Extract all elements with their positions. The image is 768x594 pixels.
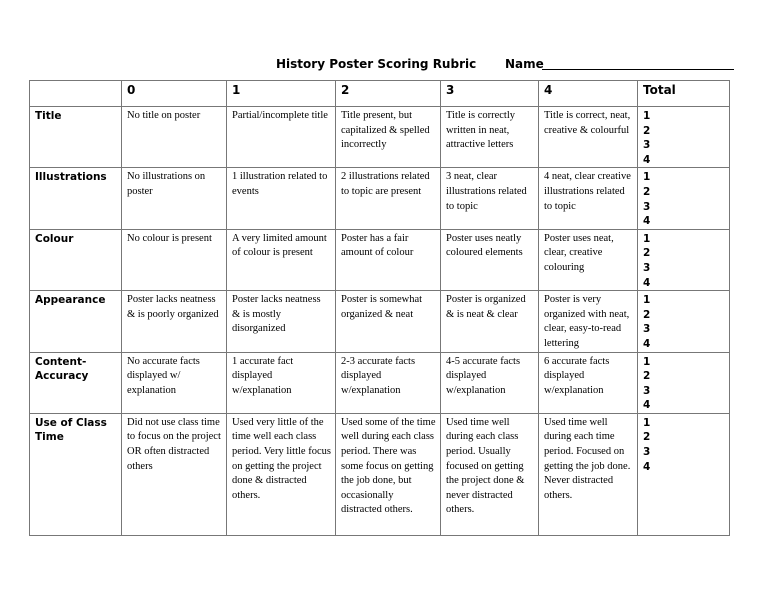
- score-option: 3: [643, 384, 651, 397]
- score-option: 3: [643, 139, 651, 152]
- score-option: 4: [643, 153, 651, 166]
- score-option: 2: [643, 247, 651, 260]
- table-cell: 6 accurate facts displayed w/explanation: [539, 352, 638, 413]
- column-header-blank: [30, 81, 122, 107]
- row-category: Content-Accuracy: [30, 352, 122, 413]
- score-option: 4: [643, 399, 651, 412]
- score-options: [638, 229, 730, 290]
- row-category: Use of Class Time: [30, 413, 122, 535]
- rubric-table: [29, 80, 730, 536]
- table-cell: Partial/incomplete title: [227, 107, 336, 168]
- score-option: 1: [643, 232, 651, 245]
- table-cell: 1 illustration related to events: [227, 168, 336, 229]
- row-category: Colour: [30, 229, 122, 290]
- score-option: 4: [643, 460, 651, 473]
- score-option: 1: [643, 294, 651, 307]
- score-option: 2: [643, 308, 651, 321]
- score-option: 2: [643, 124, 651, 137]
- score-option: 3: [643, 323, 651, 336]
- score-option: 3: [643, 261, 651, 274]
- table-cell: Did not use class time to focus on the project OR often distracted others: [122, 413, 227, 535]
- score-option: 3: [643, 446, 651, 459]
- row-category: Title: [30, 107, 122, 168]
- page-header: [0, 57, 768, 75]
- table-row: [30, 107, 730, 168]
- table-cell: 2 illustrations related to topic are present: [336, 168, 441, 229]
- score-option: 1: [643, 416, 651, 429]
- table-cell: 2-3 accurate facts displayed w/explanation: [336, 352, 441, 413]
- score-option: 2: [643, 185, 651, 198]
- table-cell: Used some of the time well during each class period. There was some focus on getting the job done, but occasionally distracted others.: [336, 413, 441, 535]
- column-header-4: 4: [539, 81, 638, 107]
- header-row: [30, 81, 730, 107]
- score-option: 4: [643, 337, 651, 350]
- table-cell: A very limited amount of colour is present: [227, 229, 336, 290]
- table-cell: Title is correctly written in neat, attractive letters: [441, 107, 539, 168]
- column-header-1: 1: [227, 81, 336, 107]
- column-header-3: 3: [441, 81, 539, 107]
- table-cell: Poster uses neat, clear, creative colouring: [539, 229, 638, 290]
- table-cell: No colour is present: [122, 229, 227, 290]
- table-cell: No illustrations on poster: [122, 168, 227, 229]
- table-cell: No accurate facts displayed w/ explanation: [122, 352, 227, 413]
- score-option: 3: [643, 200, 651, 213]
- score-options: [638, 352, 730, 413]
- table-cell: No title on poster: [122, 107, 227, 168]
- score-option: 2: [643, 431, 651, 444]
- column-header-2: 2: [336, 81, 441, 107]
- table-cell: Title present, but capitalized & spelled incorrectly: [336, 107, 441, 168]
- column-header-total: Total: [638, 81, 730, 107]
- table-row: [30, 168, 730, 229]
- score-option: 1: [643, 355, 651, 368]
- score-option: 1: [643, 110, 651, 122]
- name-label: Name: [505, 57, 544, 71]
- table-cell: Poster lacks neatness & is poorly organized: [122, 291, 227, 352]
- table-cell: 4-5 accurate facts displayed w/explanation: [441, 352, 539, 413]
- column-header-0: 0: [122, 81, 227, 107]
- table-cell: Poster is very organized with neat, clear, easy-to-read lettering: [539, 291, 638, 352]
- page-title: History Poster Scoring Rubric: [276, 57, 477, 71]
- table-cell: Poster lacks neatness & is mostly disorganized: [227, 291, 336, 352]
- table-cell: Used time well during each class period. Usually focused on getting the project done & never distracted others.: [441, 413, 539, 535]
- table-cell: 3 neat, clear illustrations related to topic: [441, 168, 539, 229]
- score-options: [638, 291, 730, 352]
- table-cell: Poster is somewhat organized & neat: [336, 291, 441, 352]
- row-category: Appearance: [30, 291, 122, 352]
- table-cell: Used very little of the time well each class period. Very little focus on getting the project done & distracted others.: [227, 413, 336, 535]
- table-cell: 1 accurate fact displayed w/explanation: [227, 352, 336, 413]
- table-cell: 4 neat, clear creative illustrations related to topic: [539, 168, 638, 229]
- row-category: Illustrations: [30, 168, 122, 229]
- table-cell: Poster uses neatly coloured elements: [441, 229, 539, 290]
- table-row: [30, 291, 730, 352]
- table-cell: Poster is organized & is neat & clear: [441, 291, 539, 352]
- table-cell: Title is correct, neat, creative & colourful: [539, 107, 638, 168]
- score-options: [638, 413, 730, 535]
- score-option: 1: [643, 171, 651, 184]
- table-row: [30, 413, 730, 535]
- table-cell: Poster has a fair amount of colour: [336, 229, 441, 290]
- name-blank-line: [542, 69, 734, 70]
- table-row: [30, 229, 730, 290]
- score-option: 4: [643, 276, 651, 289]
- score-option: 4: [643, 215, 651, 228]
- table-cell: Used time well during each time period. Focused on getting the job done. Never distracted others.: [539, 413, 638, 535]
- score-options: [638, 168, 730, 229]
- score-option: 2: [643, 370, 651, 383]
- table-row: [30, 352, 730, 413]
- score-options: [638, 107, 730, 168]
